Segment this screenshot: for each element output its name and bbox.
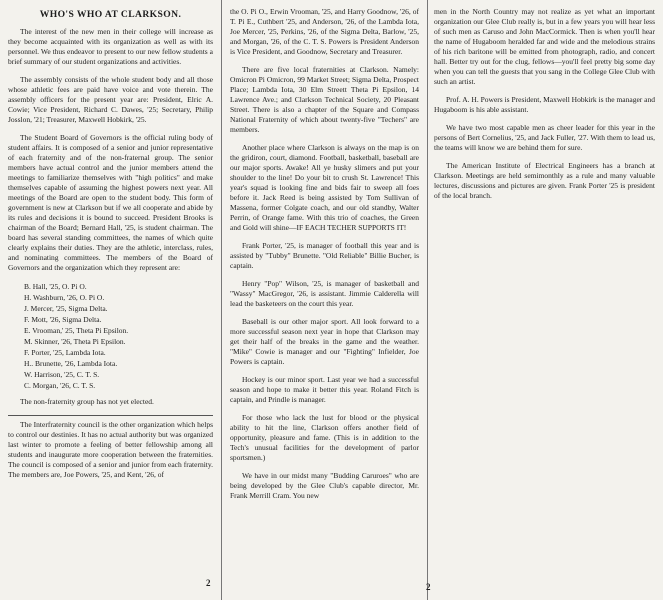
paragraph: The Interfraternity council is the other organization which helps to control our destinies. It has no actual authority but was organized last winter to promote a feeling of better fellowship among all students and inaugurate more cooperation between the fraternities. The council is composed of a senior and junior from each fraternity. The members are, Joe Powers, '25, and Kent, '26, of [8,420,213,479]
column-2 [221,0,428,600]
paragraph: The non-fraternity group has not yet elected. [20,397,154,406]
paragraph: Henry "Pop" Wilson, '25, is manager of basketball and "Wassy" MacGregor, '26, is assistant. Jimmie Calderella will lead the basketeers on the court this year. [230,279,419,308]
page-number: 2 [206,578,211,588]
paragraph: The American Institute of Electrical Engineers has a branch at Clarkson. Meetings are held semimonthly as a rule and many valuable lectures, discussions and pictures are given. Frank Porter '25 is president of the local branch. [434,161,655,200]
list-item: E. Vrooman,' 25, Theta Pi Epsilon. [24,326,129,335]
list-item: F. Mott, '26, Sigma Delta. [24,315,102,324]
paragraph: the O. Pi O., Erwin Vrooman, '25, and Harry Goodnow, '26, of T. Pi E., Cuthbert '25, and Anderson, '26, of the Lambda Iota, Joe Mercer, '25, Perkins, '26, of the Sigma Delta, Barlow, '25, and Morgan, '26, of the C. T. S. Powers is President Anderson is Vice President, and Goodnow, Secretary and Treasurer. [230,7,419,56]
list-item: H. Washburn, '26, O. Pi O. [24,293,105,302]
paragraph: The assembly consists of the whole student body and all those whose athletic fees are paid have voice and vote therein. The assembly officers for the present year are: President, Elric A. Cowie; Vice President, Richard C. Dawes, '25; Secretary, Philip Josslon, '21; Treasurer, Maxwell Hobkirk, '25. [8,75,213,124]
list-item: B. Hall, '25, O. Pi O. [24,282,87,291]
divider [8,415,213,416]
paragraph: The Student Board of Governors is the official ruling body of student affairs. It is composed of a senior and junior representative of each fraternity and of the non-fraternal group. The senior members have actual control and the junior members attend the meetings to familiarize themselves with "high politics" and make themselves capable of assuming the highest powers next year. All meetings of the Board are open to the student body. This form of government is new at Clarkson but if we all cooperate and abide by its rules and decisions it is bound to succeed. President Brooks is chairman of the Board; Bernard Hall, '25, is student chairman. The board has several standing committees, the names of which quite clearly explains their duties. They are the athletic, interclass, rules, and nominating committees. The members of the Board of Governors and the organization which they represent are: [8,133,213,272]
list-item: M. Skinner, '26, Theta Pi Epsilon. [24,337,126,346]
list-item: J. Mercer, '25, Sigma Delta. [24,304,108,313]
paragraph: For those who lack the lust for blood or the physical ability to hit the line, Clarkson offers another field of opportunity, pleasure and fame. (This is in addition to the Tech's unusual facilities for the development of parlor sportsmen.) [230,413,419,462]
paragraph: Hockey is our minor sport. Last year we had a successful season and hope to make it better this year. Roland Fitch is captain, and Prindle is manager. [230,375,419,404]
list-item: H.. Brunette, '26, Lambda Iota. [24,359,118,368]
paragraph: Another place where Clarkson is always on the map is on the gridiron, court, diamond. Football, basketball, baseball are our major sports. Awake! All ye husky slimers and put your shoulder to the line! Do your bit to crush St. Lawrence! This year's squad is looking fine and bids fair to sweep all foes before it. Jack Reed is being assisted by Tom Sullivan of Massena, former Colgate coach, and our old standby, Walter Perrin, of Orange fame. With this trio of coaches, the Green and Gold will shine—IF EACH TECHER SUPPORTS IT! [230,143,419,232]
paragraph: Frank Porter, '25, is manager of football this year and is assisted by "Tubby" Brunette. "Old Reliable" Billie Bucher, is captain. [230,241,419,270]
paragraph: Prof. A. H. Powers is President, Maxwell Hobkirk is the manager and Hugaboom is his able assistant. [434,95,655,114]
paragraph: We have two most capable men as cheer leader for this year in the persons of Bert Cornelius, '25, and Jack Fuller, '27. With them to lead us, the teams will know we are behind them for sure. [434,123,655,152]
list-item: C. Morgan, '26, C. T. S. [24,381,96,390]
column-3 [426,0,663,600]
paragraph: men in the North Country may not realize as yet what an important organization our Glee Club really is, but in a few years you will hear less of such men as Caruso and John MacCormick. Then is when you'll hear the name of Hugaboom heralded far and wide and the melodious strains of his rich baritone will be emitted from photograph, radio, and concert hall. Better try out for the clug, fellows—you'll feel pretty big some day when you can tell the guests that you sang in the College Glee Club with such an artist. [434,7,655,86]
paragraph: There are five local fraternities at Clarkson. Namely: Omicron Pi Omicron, 99 Market Street; Sigma Delta, Prospect Place; Lambda Iota, 30 Elm Streett Theta Pi Epsilon, 14 Lawrence Ave.; and Clarkson Technical Society, 20 Pleasant Street. There is also a chapter of the Square and Compass National Fraternity of which about twenty-five "Techers" are members. [230,65,419,134]
list-item: W. Harrison, '25, C. T. S. [24,370,100,379]
board-members-list [8,281,213,391]
page-number: 2 [426,582,431,592]
article-title: WHO'S WHO AT CLARKSON. [39,9,182,20]
list-item: F. Porter, '25, Lambda Iota. [24,348,106,357]
column-1 [0,0,221,600]
paragraph: The interest of the new men in their college will increase as they become acquainted with its organization as well as with its personnel. We thus endeavor to present to our new fellow students a brief summary of our student organizations and activities. [8,27,213,66]
paragraph: We have in our midst many "Budding Caruroes" who are being developed by the Glee Club's capable director, Mr. Frank Merrill Cram. You new [230,471,419,500]
paragraph: Baseball is our other major sport. All look forward to a more successful season next year in hope that Clarkson may get their half of the breaks in the game and the weather. "Mike" Cowie is manager and our "Fighting" Infielder, Joe Powers is captain. [230,317,419,366]
